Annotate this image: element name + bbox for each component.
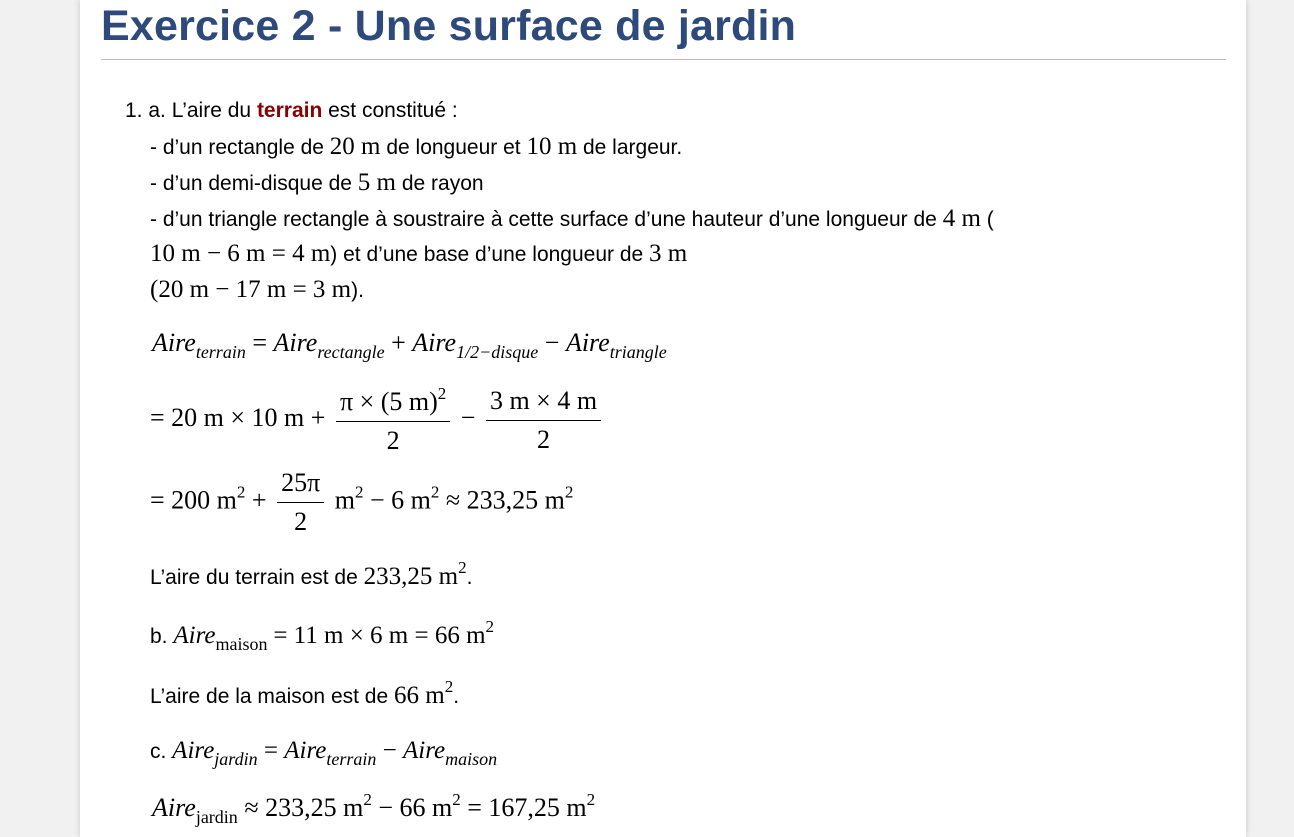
math-subscript: terrain [326, 749, 377, 769]
math-subscript: terrain [195, 342, 246, 362]
equation-step-3 [150, 468, 573, 537]
math-subscript: triangle [609, 342, 667, 362]
math-expr: ≈ 233,25 m [244, 793, 364, 822]
math-exponent: 2 [586, 790, 596, 809]
question-label: b. [150, 625, 174, 648]
math-value: 10 m [526, 133, 578, 160]
math-value: 5 m [357, 169, 396, 196]
question-1b [150, 617, 494, 655]
item-text: ( [980, 208, 994, 231]
math-var: Aire [152, 328, 196, 357]
math-operator: − [460, 402, 476, 432]
conclusion-maison [150, 677, 459, 710]
fraction-denominator: 2 [277, 502, 324, 537]
item-text: - d’un rectangle de [150, 136, 330, 159]
math-value: 4 m [942, 205, 981, 232]
math-exponent: 2 [458, 558, 467, 577]
math-expr: = 200 m [150, 485, 237, 515]
math-exponent: 2 [444, 677, 454, 696]
math-expr: − 66 m [378, 793, 453, 822]
conclusion-text: L’aire de la maison est de [150, 685, 394, 708]
math-exponent: 2 [354, 482, 364, 502]
math-expr: m [334, 485, 355, 515]
conclusion-terrain [150, 558, 472, 591]
math-exponent: 2 [430, 482, 440, 502]
equation-aire-terrain: Aire$_{terrain}$ = Aire$_{rectangle}$ + Aire$_{1/2-disque}$ − Aire$_{triangle}$ [152, 328, 667, 362]
math-expr: − 6 m [369, 485, 431, 515]
math-var: Aire [403, 737, 446, 764]
document-page [80, 0, 1246, 837]
item-text: ) et d’une base d’une longueur de [330, 243, 650, 266]
conclusion-text: . [453, 685, 460, 708]
math-subscript: maison [215, 634, 268, 654]
fraction-numerator: π × (5 m) [339, 387, 438, 416]
math-var: Aire [273, 328, 318, 357]
fraction-demi-disque [336, 384, 450, 456]
intro-text: 1. a. L’aire du [125, 99, 257, 122]
math-exponent: 2 [437, 384, 447, 403]
item-text: de rayon [396, 172, 484, 195]
item-text: de longueur et [380, 136, 527, 159]
fraction-triangle [486, 386, 601, 455]
math-exponent: 2 [363, 790, 372, 809]
page-title: Exercice 2 - Une surface de jardin [101, 2, 797, 50]
math-expr: = 11 m × 6 m = 66 m [273, 622, 486, 649]
math-var: Aire [173, 622, 216, 649]
math-subscript: 1/2−disque [456, 342, 539, 362]
fraction-denominator: 2 [486, 420, 601, 455]
math-var: Aire [284, 737, 327, 764]
keyword-terrain: terrain [256, 99, 323, 122]
math-inline: (20 m − 17 m = 3 m [150, 276, 352, 303]
item-text: - d’un triangle rectangle à soustraire à cette surface d’une hauteur d’une longueur de [150, 208, 943, 231]
item-text: - d’un demi-disque de [150, 172, 358, 195]
intro-suffix: est constitué : [322, 99, 458, 122]
question-1c: c. Airejardin = Aireterrain − Airemaison [150, 737, 498, 769]
math-value: 233,25 m [363, 563, 459, 590]
item-triangle-cont [150, 240, 687, 268]
fraction-25pi [277, 468, 324, 537]
math-expr: = 167,25 m [467, 793, 587, 822]
conclusion-text: L’aire du terrain est de [150, 566, 364, 589]
math-inline: 10 m − 6 m = 4 m [150, 240, 331, 267]
math-exponent: 2 [452, 790, 461, 809]
math-exponent: 2 [485, 617, 495, 636]
math-subscript: rectangle [317, 342, 385, 362]
fraction-numerator: 25π [281, 468, 321, 497]
math-exponent: 2 [236, 482, 246, 502]
math-exponent: 2 [564, 482, 574, 502]
math-subscript: jardin [214, 749, 258, 769]
math-subscript: jardin [195, 807, 238, 827]
math-subscript: maison [445, 749, 498, 769]
conclusion-text: . [466, 566, 473, 589]
math-expr: ≈ 233,25 m [445, 485, 565, 515]
title-divider [101, 59, 1226, 60]
item-text: ). [351, 279, 364, 302]
equation-step-2 [150, 384, 605, 456]
question-label: c. [150, 740, 173, 763]
item-rectangle [150, 133, 682, 161]
math-var: Aire [565, 328, 610, 357]
question-1a-intro [125, 99, 458, 123]
math-expr: = 20 m × 10 m + [150, 402, 326, 432]
math-var: Aire [172, 737, 215, 764]
math-value: 3 m [649, 240, 688, 267]
item-triangle [150, 205, 994, 233]
math-value: 66 m [393, 682, 445, 709]
math-var: Aire [412, 328, 457, 357]
equation-aire-jardin [152, 790, 595, 828]
math-var: Aire [152, 793, 196, 822]
item-triangle-base [150, 276, 364, 304]
item-text: de largeur. [577, 136, 683, 159]
math-value: 20 m [329, 133, 381, 160]
math-operator: + [251, 485, 267, 515]
fraction-denominator: 2 [336, 421, 450, 456]
item-demi-disque [150, 169, 484, 197]
fraction-numerator: 3 m × 4 m [489, 385, 598, 415]
